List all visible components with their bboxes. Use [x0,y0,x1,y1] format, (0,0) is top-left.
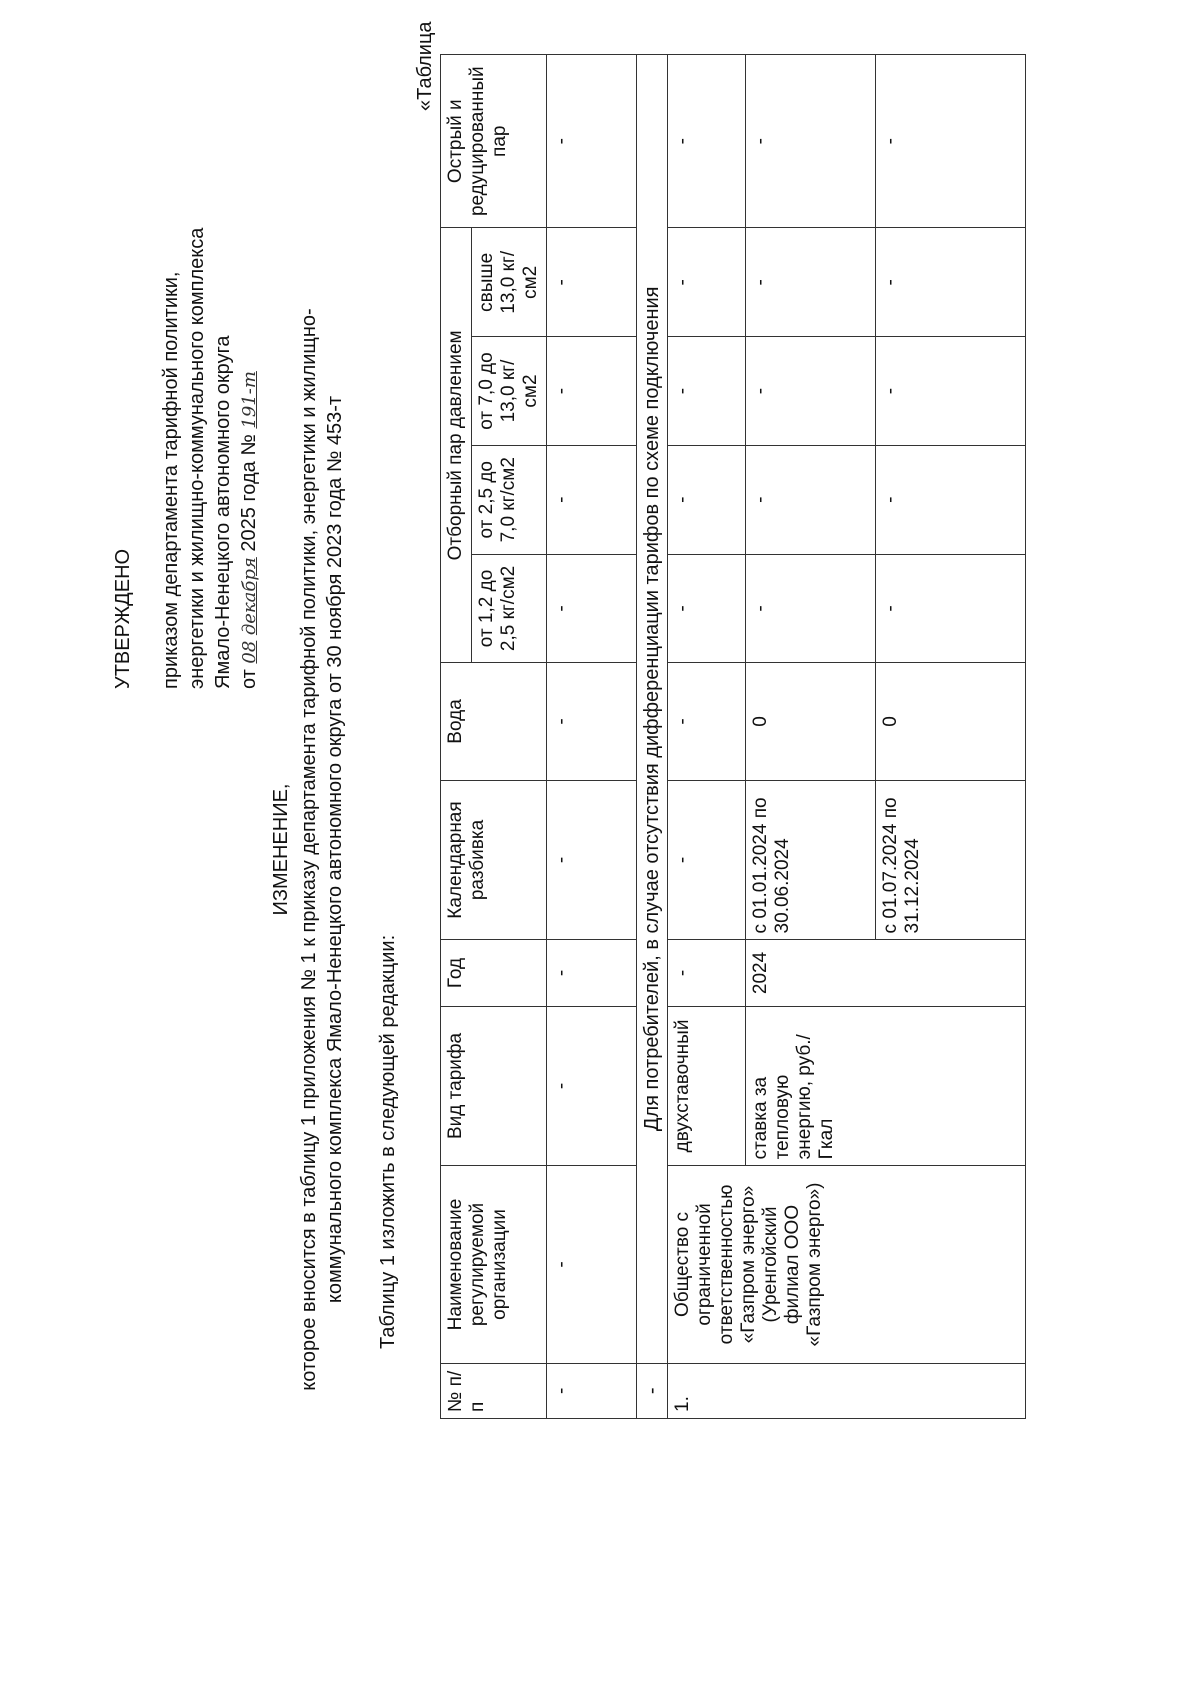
table-cell: - [547,1006,637,1166]
header-steam-sub: от 1,2 до 2,5 кг/см2 [472,554,547,663]
table-cell: - [547,1166,637,1363]
header-num: № п/п [441,1363,547,1418]
table-cell: - [547,663,637,780]
table-cell: - [547,228,637,337]
row-water: 0 [876,663,1026,780]
table-caption: «Таблица [414,21,436,111]
table-cell: - [547,337,637,446]
section-row [637,55,668,1419]
date-prefix: от [238,669,260,689]
table-cell: - [876,55,1026,228]
intro-text: Таблицу 1 изложить в следующей редакции: [377,934,399,1349]
table-cell: - [876,554,1026,663]
document-description: которое вносится в таблицу 1 приложения № 1 к приказу департамента тарифной политики, энергетики и жилищно- [298,308,320,1391]
approval-stamp-title: УТВЕРЖДЕНО [112,548,134,689]
table-cell: - [746,445,876,554]
table-cell: - [547,780,637,940]
header-org: Наименование регулируемой организации [441,1166,547,1363]
table-cell: - [746,337,876,446]
row-calendar: с 01.07.2024 по 31.12.2024 [876,780,1026,940]
row-tariff-type: двухставочный [668,1006,746,1166]
table-row [547,55,637,1419]
table-cell: - [876,337,1026,446]
table-row [668,55,746,1419]
header-steam-sub: свыше 13,0 кг/см2 [472,228,547,337]
row-org: Общество с ограниченной ответственностью «Газпром энерго» (Уренгойский филиал ООО «Газпром энерго») [668,1166,1026,1363]
tariff-table [440,54,1026,1419]
date-month: декабря [239,557,260,636]
section-title: Для потребителей, в случае отсутствия дифференциации тарифов по схеме подключения [637,55,668,1364]
approval-line: энергетики и жилищно-коммунального комплекса [186,227,208,689]
table-cell: - [637,1363,668,1418]
document-description: коммунального комплекса Ямало-Ненецкого автономного округа от 30 ноября 2023 года № 453-т [324,395,346,1304]
header-steam-sub: от 2,5 до 7,0 кг/см2 [472,445,547,554]
table-cell: - [547,554,637,663]
header-water: Вода [441,663,547,780]
table-cell: - [547,940,637,1006]
table-cell: - [876,228,1026,337]
document-title: ИЗМЕНЕНИЕ, [270,783,292,916]
date-year: 2025 года № [238,434,260,552]
table-cell: - [668,780,746,940]
table-cell: - [668,55,746,228]
row-tariff-type: ставка за тепловую энергию, руб./Гкал [746,1006,1026,1166]
header-steam-sharp: Острый и редуцированный пар [441,55,547,228]
table-cell: - [547,55,637,228]
table-cell: - [668,554,746,663]
header-year: Год [441,940,547,1006]
row-water: 0 [746,663,876,780]
table-cell: - [668,228,746,337]
table-cell: - [746,55,876,228]
approval-line: Ямало-Ненецкого автономного округа [212,335,234,689]
table-cell: - [668,940,746,1006]
table-cell: - [746,554,876,663]
approval-line: приказом департамента тарифной политики, [160,271,182,689]
table-cell: - [876,445,1026,554]
table-cell: - [668,663,746,780]
row-num: 1. [668,1363,1026,1418]
header-calendar: Календарная разбивка [441,780,547,940]
table-cell: - [547,445,637,554]
header-tariff-type: Вид тарифа [441,1006,547,1166]
approval-block [158,49,263,689]
header-steam-sub: от 7,0 до 13,0 кг/см2 [472,337,547,446]
table-header-row [441,55,472,1419]
row-year: 2024 [746,940,1026,1006]
header-steam-selected: Отборный пар давлением [441,228,472,663]
table-cell: - [668,445,746,554]
table-cell: - [547,1363,637,1418]
table-cell: - [746,228,876,337]
table-cell: - [668,337,746,446]
approval-date-line [236,49,263,689]
order-number: 191-т [239,371,260,429]
date-day: 08 [239,640,260,664]
row-calendar: с 01.01.2024 по 30.06.2024 [746,780,876,940]
